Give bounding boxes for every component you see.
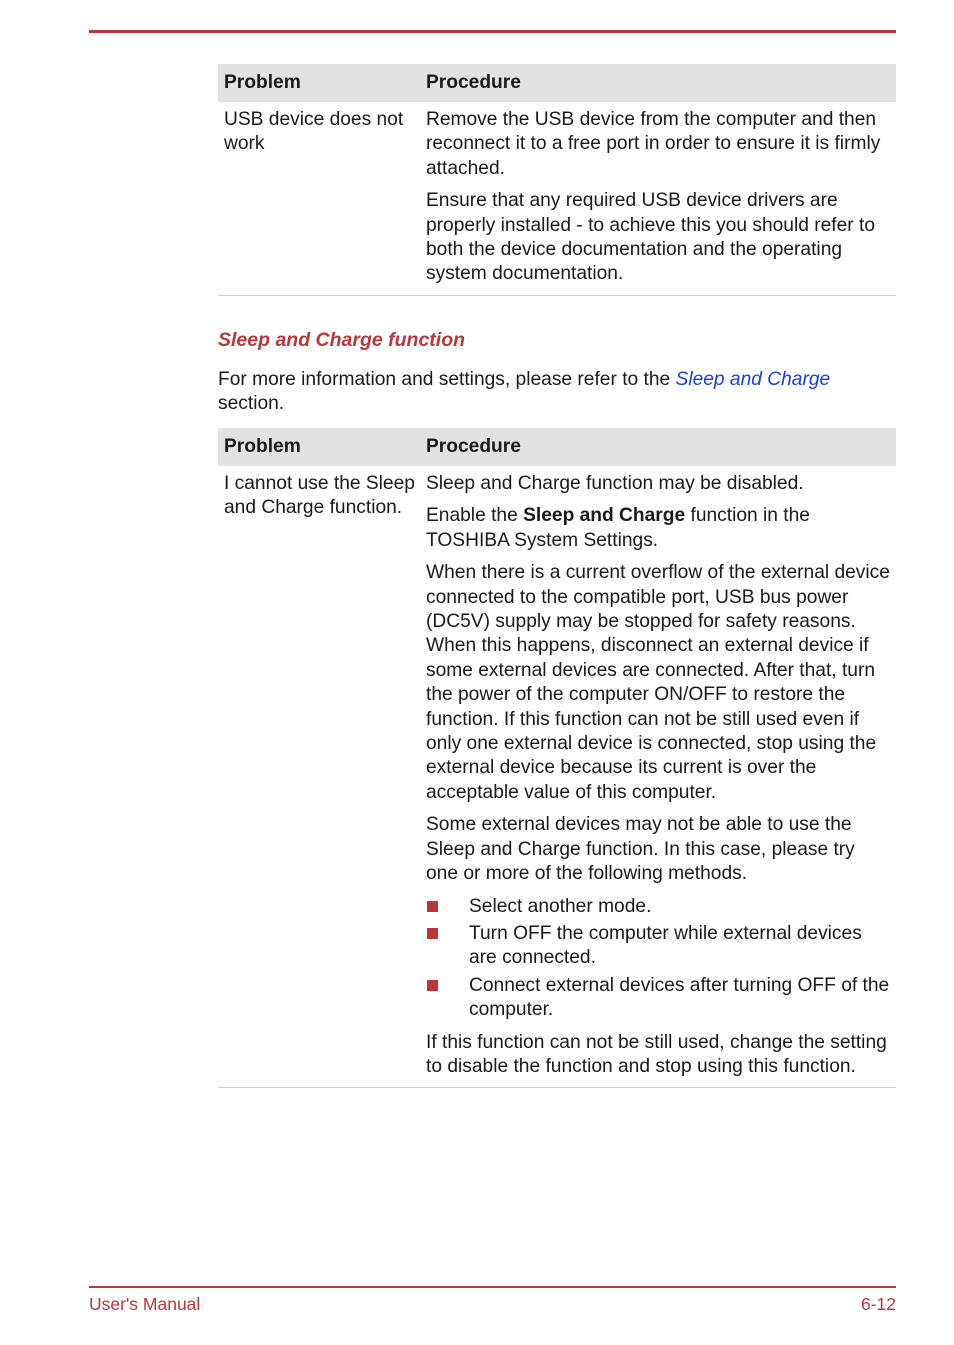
list-item bbox=[426, 922, 890, 971]
procedure-cell bbox=[422, 472, 896, 1079]
procedure-paragraph: When there is a current overflow of the external device connected to the compatible port, USB bus power (DC5V) supply may be stopped for safety reasons. When this happens, disconnect an external device if some external devices are connected. After that, turn the power of the computer ON/OFF to restore the function. If this function can not be still used even if only one external device is connected, stop using the external device because its current is over the acceptable value of this computer. bbox=[426, 562, 890, 803]
square-bullet-icon bbox=[427, 901, 438, 912]
square-bullet-icon bbox=[427, 980, 438, 991]
top-rule bbox=[89, 30, 896, 33]
procedure-paragraph: Sleep and Charge function may be disabled. bbox=[426, 473, 804, 494]
problem-cell: USB device does not work bbox=[224, 109, 404, 155]
list-item-text: Turn OFF the computer while external devices are connected. bbox=[469, 922, 862, 969]
methods-list bbox=[426, 895, 890, 1023]
header-procedure: Procedure bbox=[426, 71, 521, 93]
procedure-paragraph: Remove the USB device from the computer and then reconnect it to a free port in order to ensure it is firmly attached. bbox=[426, 109, 881, 179]
list-item-text: Connect external devices after turning OFF of the computer. bbox=[469, 974, 890, 1021]
bold-setting-name: Sleep and Charge bbox=[523, 505, 686, 527]
table-header bbox=[218, 64, 896, 102]
problem-cell: I cannot use the Sleep and Charge function. bbox=[224, 473, 415, 519]
bottom-rule bbox=[89, 1286, 896, 1288]
sleep-and-charge-link[interactable]: Sleep and Charge bbox=[675, 369, 831, 390]
table-row bbox=[218, 466, 896, 1087]
text: function in the TOSHIBA System Settings. bbox=[426, 505, 810, 551]
usb-troubleshooting-table bbox=[218, 64, 896, 296]
section-intro bbox=[218, 368, 896, 417]
table-row bbox=[218, 102, 896, 295]
procedure-paragraph: Ensure that any required USB device drivers are properly installed - to achieve this you should refer to both the device documentation and the operating system documentation. bbox=[426, 190, 876, 285]
procedure-cell bbox=[422, 108, 896, 287]
section-heading: Sleep and Charge function bbox=[218, 329, 466, 351]
header-problem: Problem bbox=[224, 435, 301, 457]
intro-text: For more information and settings, please refer to the bbox=[218, 369, 676, 390]
text: Enable the bbox=[426, 505, 524, 527]
procedure-paragraph bbox=[426, 504, 890, 553]
footer-page-number: 6-12 bbox=[860, 1294, 896, 1314]
table-header bbox=[218, 428, 896, 466]
header-problem: Problem bbox=[224, 71, 301, 93]
procedure-paragraph: If this function can not be still used, change the setting to disable the function and stop using this function. bbox=[426, 1031, 887, 1077]
list-item bbox=[426, 974, 890, 1023]
sleep-charge-table bbox=[218, 428, 896, 1088]
intro-text-end: section. bbox=[218, 393, 285, 415]
square-bullet-icon bbox=[427, 928, 438, 939]
procedure-paragraph: Some external devices may not be able to use the Sleep and Charge function. In this case, please try one or more of the following methods. bbox=[426, 814, 855, 885]
list-item bbox=[426, 895, 890, 919]
list-item-text: Select another mode. bbox=[469, 895, 652, 917]
footer-manual-title: User's Manual bbox=[89, 1294, 201, 1314]
header-procedure: Procedure bbox=[426, 435, 521, 457]
